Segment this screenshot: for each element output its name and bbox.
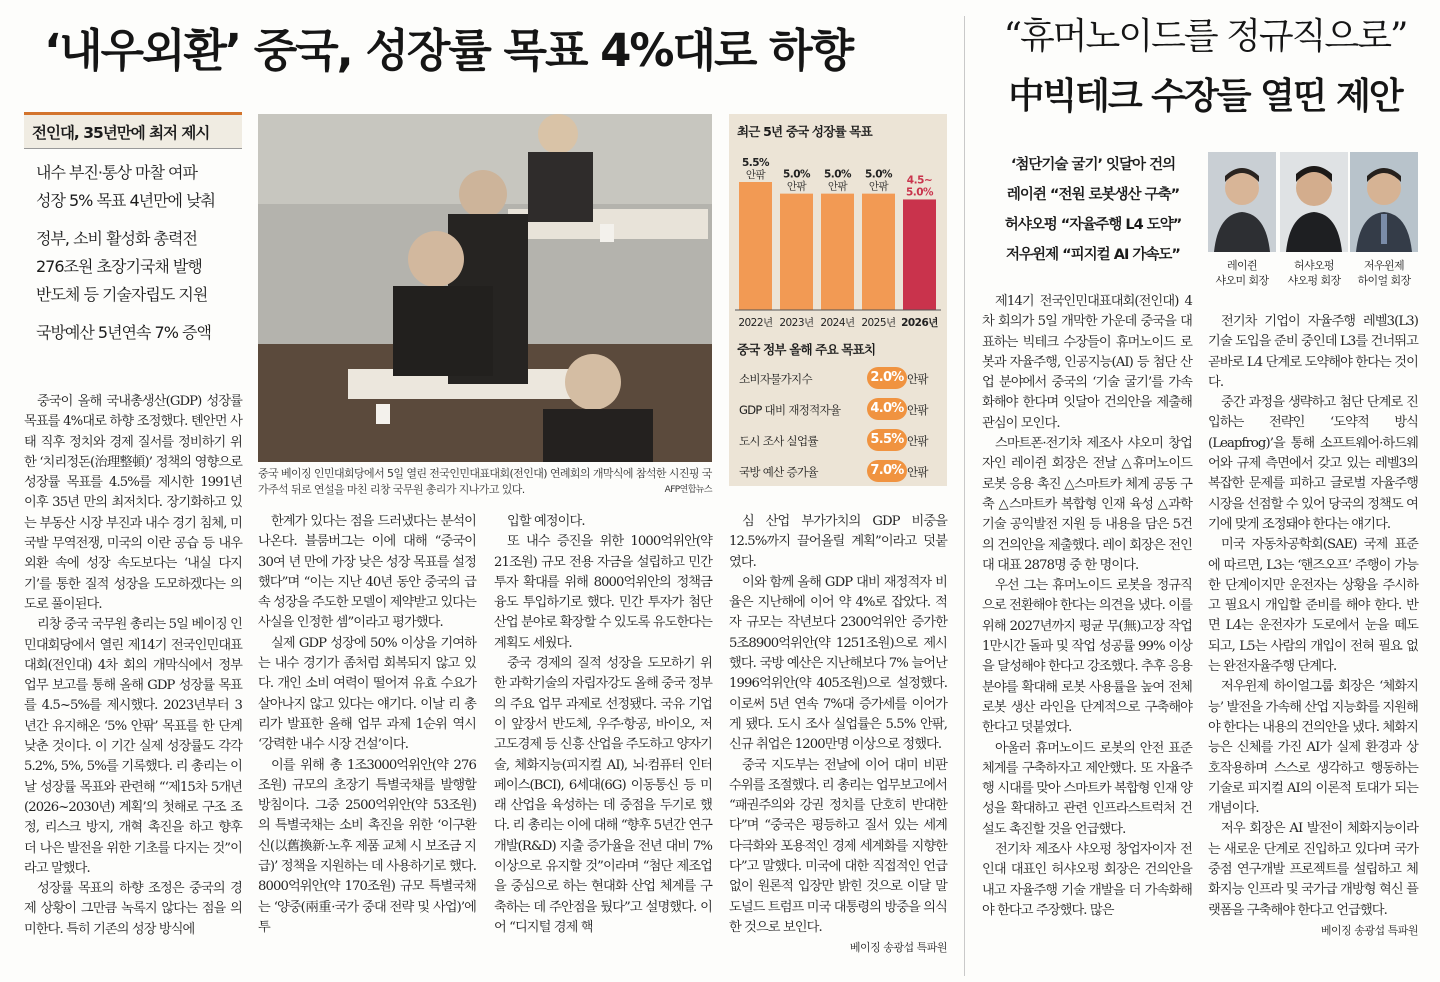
body-paragraph: 중국 경제의 질적 성장을 도모하기 위한 과학기술의 자립자강도 올해 중국 정부의 주요 업무 과제로 선정됐다. 국유 기업이 앞장서 반도체, 우주·항공, 바이오, 저고도경제 등 신흥 산업을 주도하고 양자기술, 체화지능(피지컬 AI), 뇌·컴퓨터 인터페이스(BCI), 6세대(6G) 이동통신 등 미래 산업을 육성하는 데 중점을 두기로 했다. 리 총리는 이에 대해 “향후 5년간 연구개발(R&D) 지출 증가율을 전년 대비 7% 이상으로 유지할 것”이라며 “첨단 제조업을 중심으로 하는 현대화 산업 체계를 구축하는 데 주안점을 뒀다”고 설명했다. 이어 “디지털 경제 핵 xyxy=(494,656,712,935)
photo-credit: AFP연합뉴스 xyxy=(664,485,712,495)
target-label: GDP 대비 재정적자율 xyxy=(739,403,841,417)
deck-line: 국방예산 5년연속 7% 증액 xyxy=(36,323,211,342)
target-suffix: 안팎 xyxy=(907,465,928,479)
body-paragraph: 이를 위해 총 1조3000억위안(약 276조원) 규모의 초장기 특별국채를 발행할 방침이다. 그중 2500억위안(약 53조원)의 특별국채는 소비 촉진을 위한 ‘이구환신(以舊換新·노후 제품 교체 시 보조금 지급)’ 정책을 지원하는 데 사용하기로 했다. 8000억위안(약 170조원) 규모 특별국채는 ‘양중(兩重·국가 중대 전략 및 사업)’에 투 xyxy=(258,757,476,935)
portrait-caption-lei-jun xyxy=(1204,258,1280,288)
body-paragraph: 한계가 있다는 점을 드러냈다는 분석이 나온다. 블룸버그는 이에 대해 “중국이 30여 년 만에 가장 낮은 성장 목표를 설정했다”며 “이는 지난 40년 동안 중국의 급속 성장을 주도한 모델이 제약받고 있다는 사실을 인정한 셈”이라고 평가했다. xyxy=(258,514,476,631)
deck-line: 내수 부진·통상 마찰 여파 xyxy=(36,163,197,182)
target-value: 2.0% xyxy=(867,367,907,389)
person-name: 저우윈제 xyxy=(1363,259,1405,272)
target-suffix: 안팎 xyxy=(907,403,928,417)
bar-2023년 xyxy=(780,194,813,310)
bar-2025년 xyxy=(862,194,895,310)
news-photo xyxy=(258,114,712,462)
body-paragraph: 중간 과정을 생략하고 첨단 단계로 진입하는 전략인 ‘도약적 방식(Leapfrog)’을 통해 소프트웨어·하드웨어와 규제 측면에서 갖고 있는 레벨3의 복잡한 문제를 피하고 글로벌 자율주행시장을 선점할 수 있어 당국의 정책도 여기에 맞게 조정돼야 한다는 얘기다. xyxy=(1208,395,1418,532)
side-deck-line: ‘첨단기술 굴기’ 잇달아 건의 xyxy=(1010,157,1176,173)
target-value: 7.0% xyxy=(867,460,907,482)
data-label: 5.0% xyxy=(864,168,893,181)
targets-title: 중국 정부 올해 주요 목표치 xyxy=(737,342,876,357)
body-paragraph: 아울러 휴머노이드 로봇의 안전 표준 체계를 구축하자고 제안했다. 또 자율주행 시대를 맞아 스마트카 복합형 인재 양성을 확대하고 관련 인프라스트럭처 건설도 촉진할 것을 언급했다. xyxy=(982,740,1192,837)
data-label: 5.0% xyxy=(782,168,811,181)
main-body-column-2 xyxy=(258,512,476,938)
data-label: 안팎 xyxy=(827,180,848,193)
byline: 베이징 송광섭 특파원 xyxy=(849,941,947,955)
bar-2024년 xyxy=(821,194,854,310)
body-paragraph: 전기차 제조사 샤오펑 창업자이자 전인대 대표인 허샤오펑 회장은 건의안을 내고 자율주행 기술 개발을 더 가속화해야 한다고 주장했다. 많은 xyxy=(982,842,1192,918)
side-headline-line2: 中빅테크 수장들 열띤 제안 xyxy=(1008,76,1402,117)
body-paragraph: 성장률 목표의 하향 조정은 중국의 경제 상황이 그만큼 녹록지 않다는 점을 의미한다. 특히 기존의 성장 방식에 xyxy=(24,881,242,937)
person-title: 샤오미 회장 xyxy=(1215,274,1269,287)
deck-line: 성장 5% 목표 4년만에 낮춰 xyxy=(36,191,216,210)
target-value: 4.0% xyxy=(867,398,907,420)
body-paragraph: 심 산업 부가가치의 GDP 비중을 12.5%까지 끌어올릴 계획”이라고 덧붙였다. xyxy=(729,514,947,570)
deck-line: 276조원 초장기국채 발행 xyxy=(36,257,202,276)
data-label: 4.5~ xyxy=(906,174,933,187)
photo-caption xyxy=(258,466,712,498)
photo-caption-text: 중국 베이징 인민대회당에서 5일 열린 전국인민대표대회(전인대) 연례회의 개막식에 참석한 시진핑 국가주석 뒤로 연설을 마친 리창 국무원 총리가 지나가고 있다. xyxy=(258,467,712,496)
body-paragraph: 제14기 전국인민대표대회(전인대) 4차 회의가 5일 개막한 가운데 중국을 대표하는 빅테크 수장들이 휴머노이드 로봇과 자율주행, 인공지능(AI) 등 첨단 산업 분야에서 중국의 ‘기술 굴기’를 가속화해야 한다며 잇달아 건의안을 제출해 관심이 모인다. xyxy=(982,294,1192,431)
main-deck xyxy=(24,112,242,347)
person-name: 허샤오펑 xyxy=(1293,259,1335,272)
portrait-lei-jun xyxy=(1208,152,1276,252)
deck-line: 정부, 소비 활성화 총력전 xyxy=(36,229,197,248)
body-paragraph: 스마트폰·전기차 제조사 샤오미 창업자인 레이쥔 회장은 전날 △휴머노이드 로봇 응용 촉진 △스마트카 체계 공동 구축 △스마트카 복합형 인재 육성 △과학기술 공익발전 지원 등 내용을 담은 5건의 건의안을 제출했다. 레이 회장은 전인대 대표 2878명 중 한 명이다. xyxy=(982,436,1192,573)
body-paragraph: 실제 GDP 성장에 50% 이상을 기여하는 내수 경기가 좀처럼 회복되지 않고 있다. 개인 소비 여력이 떨어져 유효 수요가 살아나지 않고 있다는 얘기다. 이날 리 총리가 발표한 올해 업무 과제 1순위 역시 ‘강력한 내수 시장 건설’이다. xyxy=(258,635,476,753)
column-divider xyxy=(964,16,965,976)
body-paragraph: 저우윈제 하이얼그룹 회장은 ‘체화지능’ 발전을 가속해 산업 지능화를 지원해야 한다는 내용의 건의안을 냈다. 체화지능은 신체를 가진 AI가 실제 환경과 상호작용하며 스스로 생각하고 행동하는 기술로 피지컬 AI의 이론적 토대가 되는 개념이다. xyxy=(1208,679,1418,817)
data-label: 안팎 xyxy=(868,180,889,193)
person-name: 레이쥔 xyxy=(1226,259,1258,272)
tick-label: 2026년 xyxy=(901,317,938,329)
chart-plot xyxy=(729,140,947,336)
side-deck-line: 레이쥔 “전원 로봇생산 구축” xyxy=(1006,187,1180,203)
body-paragraph: 우선 그는 휴머노이드 로봇을 정규직으로 전환해야 한다는 의견을 냈다. 이를 위해 2027년까지 평균 무(無)고장 작업 1만시간 돌파 및 작업 성공률 99% 이상을 달성해야 한다고 강조했다. 추후 응용 분야를 확대해 로봇 사용률을 높여 전체 로봇 생산 라인을 단계적으로 구축해야 한다고 덧붙였다. xyxy=(982,578,1192,736)
body-paragraph: 전기차 기업이 자율주행 레벨3(L3) 기술 도입을 준비 중인데 L3를 건너뛰고 곧바로 L4 단계로 도약해야 한다는 것이다. xyxy=(1208,314,1418,390)
data-label: 안팎 xyxy=(786,180,807,193)
body-paragraph: 이와 함께 올해 GDP 대비 재정적자 비율은 지난해에 이어 약 4%로 잡았다. 적자 규모는 작년보다 2300억위안 증가한 5조8900억위안(약 1251조원)으로 제시했다. 국방 예산은 지난해보다 7% 늘어난 1996억위안(약 405조원)으로 설정했다. 이로써 5년 연속 7%대 증가세를 이어가게 됐다. 도시 조사 실업률은 5.5% 안팎, 신규 취업은 1200만명 이상으로 정했다. xyxy=(729,574,947,753)
growth-target-chart xyxy=(729,114,947,486)
bar-2026년 xyxy=(903,199,936,310)
chart-title: 최근 5년 중국 성장률 목표 xyxy=(737,124,872,139)
main-body-column-3 xyxy=(494,512,712,938)
target-row xyxy=(729,397,947,421)
target-suffix: 안팎 xyxy=(907,434,928,448)
target-row xyxy=(729,428,947,452)
deck-title: 전인대, 35년만에 최저 제시 xyxy=(24,112,242,149)
portrait-caption-zhou-yunjie xyxy=(1346,258,1422,288)
body-paragraph: 중국이 올해 국내총생산(GDP) 성장률 목표를 4%대로 하향 조정했다. 톈안먼 사태 직후 정치와 경제 질서를 정비하기 위한 ‘치리정돈(治理整頓)’ 정책의 영향으로 성장률 목표를 4.5%를 제시한 1991년 이후 35년 만의 최저치다. 장기화하고 있는 부동산 시장 부진과 내수 경기 침체, 미국발 무역전쟁, 미국의 이란 공습 등 내우외환 속에 성장 속도보다는 ‘내실 다지기’를 통한 질적 성장을 도모하겠다는 의도로 풀이된다. xyxy=(24,394,242,612)
tick-label: 2024년 xyxy=(820,317,855,329)
data-label: 5.0% xyxy=(905,186,934,199)
body-paragraph: 미국 자동차공학회(SAE) 국제 표준에 따르면, L3는 ‘핸즈오프’ 주행이 가능한 단계이지만 운전자는 상황을 주시하고 필요시 개입할 준비를 해야 한다. 반면 L4는 운전자가 도로에서 눈을 떼도 되고, L5는 사람의 개입이 전혀 필요 없는 완전자율주행 단계다. xyxy=(1208,537,1418,675)
side-deck-line: 저우윈제 “피지컬 AI 가속도” xyxy=(1006,247,1180,263)
body-paragraph: 저우 회장은 AI 발전이 체화지능이라는 새로운 단계로 진입하고 있다며 국가 중점 연구개발 프로젝트를 설립하고 체화지능 인프라 및 국가급 개방형 혁신 플랫폼을 구축해야 한다고 언급했다. xyxy=(1208,821,1418,918)
side-deck xyxy=(982,150,1204,270)
side-body-column-2 xyxy=(1208,312,1418,941)
main-headline: ‘내우외환’ 중국, 성장률 목표 4%대로 하향 xyxy=(44,24,853,77)
side-body-column-1 xyxy=(982,292,1192,921)
person-title: 샤오펑 회장 xyxy=(1287,274,1341,287)
person-title: 하이얼 회장 xyxy=(1357,274,1411,287)
side-deck-line: 허샤오펑 “자율주행 L4 도약” xyxy=(1004,217,1182,233)
portrait-zhou-yunjie xyxy=(1350,152,1418,252)
byline: 베이징 송광섭 특파원 xyxy=(1320,923,1418,937)
data-label: 안팎 xyxy=(745,169,766,181)
body-paragraph: 리창 중국 국무원 총리는 5일 베이징 인민대회당에서 열린 제14기 전국인민대표대회(전인대) 4차 회의 개막식에서 정부 업무 보고를 통해 올해 GDP 성장률 목표를 4.5~5%를 제시했다. 2023년부터 3년간 유지해온 ‘5% 안팎’ 목표를 한 단계 낮춘 것이다. 이 기간 실제 성장률도 각각 5.2%, 5%, 5%를 기록했다. 리 총리는 이날 성장률 목표와 관련해 “‘제15차 5개년(2026~2030년) 계획’의 첫해로 구조 조정, 리스크 방지, 개혁 촉진을 하고 향후 더 나은 발전을 위한 기초를 다지는 것”이라고 말했다. xyxy=(24,617,242,876)
body-paragraph: 또 내수 증진을 위한 1000억위안(약 21조원) 규모 전용 자금을 설립하고 민간 투자 확대를 위해 8000억위안의 정책금융도 투입하기로 했다. 민간 투자가 첨단 산업 분야로 확장할 수 있도록 유도한다는 계획도 세웠다. xyxy=(494,534,712,651)
body-paragraph: 중국 지도부는 전날에 이어 대미 비판 수위를 조절했다. 리 총리는 업무보고에서 “패권주의와 강권 정치를 단호히 반대한다”며 “중국은 평등하고 질서 있는 세계 다극화와 포용적인 경제 세계화를 지향한다”고 말했다. 미국에 대한 직접적인 언급 없이 원론적 입장만 밝힌 것으로 이달 말 도널드 트럼프 미국 대통령의 방중을 의식한 것으로 보인다. xyxy=(729,757,947,935)
target-value: 5.5% xyxy=(867,429,907,451)
tick-label: 2022년 xyxy=(738,317,773,329)
tick-label: 2023년 xyxy=(779,317,814,329)
target-label: 국방 예산 증가율 xyxy=(739,465,818,479)
target-suffix: 안팎 xyxy=(907,372,928,386)
portrait-he-xiaopeng xyxy=(1280,152,1348,252)
data-label: 5.0% xyxy=(823,168,852,181)
data-label: 5.5% xyxy=(741,157,770,169)
main-body-column-4 xyxy=(729,512,947,959)
deck-line: 반도체 등 기술자립도 지원 xyxy=(36,285,208,304)
news-photo-illustration xyxy=(258,114,712,462)
target-label: 소비자물가지수 xyxy=(739,372,812,386)
bar-2022년 xyxy=(739,182,772,310)
target-label: 도시 조사 실업률 xyxy=(739,434,818,448)
target-row xyxy=(729,459,947,483)
portrait-caption-he-xiaopeng xyxy=(1276,258,1352,288)
side-headline-line1: “휴머노이드를 정규직으로” xyxy=(1003,16,1407,57)
body-paragraph: 입할 예정이다. xyxy=(507,514,585,529)
main-body-column-1 xyxy=(24,392,242,940)
tick-label: 2025년 xyxy=(861,317,896,329)
target-row xyxy=(729,366,947,390)
